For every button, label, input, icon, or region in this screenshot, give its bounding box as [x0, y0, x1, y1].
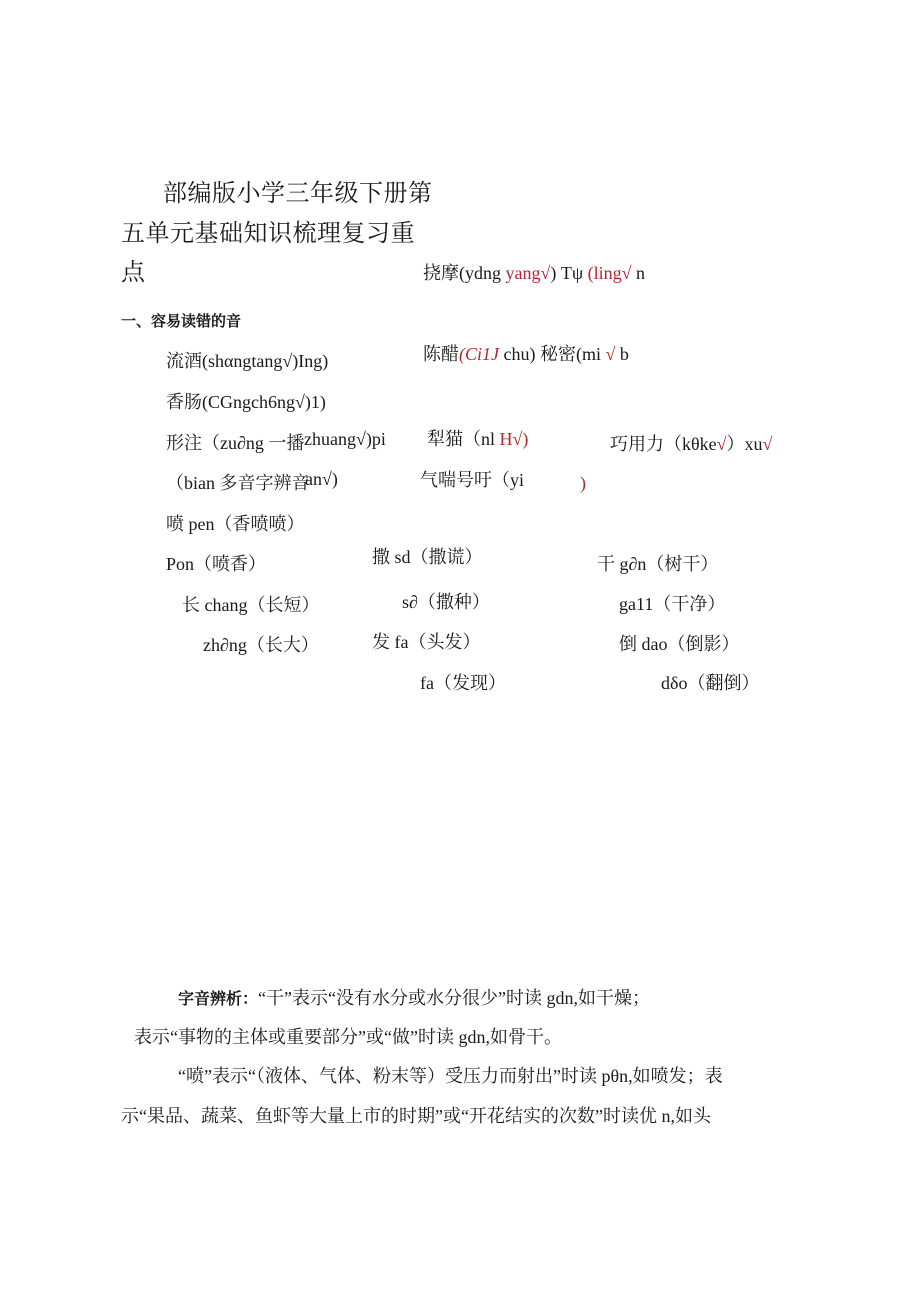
item-qiao-a: 巧用力（kθke: [610, 434, 717, 454]
polyphone-fa-1: 发 fa（头发）: [372, 632, 481, 652]
polyphone-chang-2: zh∂ng（长大）: [203, 635, 319, 655]
item-xiang: 香肠(CGngch6ng√)1): [166, 392, 326, 412]
item-rao-d: (ling√: [587, 263, 632, 283]
item-qiao-d: √: [762, 434, 773, 454]
item-li: [427, 430, 528, 448]
polyphone-dao-1: 倒 dao（倒影）: [619, 634, 740, 654]
title-line-2: 五单元基础知识梳理复习重: [121, 219, 415, 247]
polyphone-pen-2: Pon（喷香）: [166, 554, 267, 574]
item-qi: 气喘号吁（yi: [420, 470, 525, 490]
item-qi-close: ): [580, 473, 586, 493]
item-chen-e: b: [615, 344, 629, 364]
item-xing: 形注（zu∂ng 一播: [166, 433, 305, 453]
analysis-line-1-text: “干”表示“没有水分或水分很少”时读 gdn,如干燥；: [258, 988, 650, 1008]
polyphone-pen-1: 喷 pen（香喷喷）: [166, 514, 305, 534]
polyphone-chang-1: 长 chang（长短）: [182, 595, 320, 615]
analysis-line-3: “喷”表示“（液体、气体、粉末等）受压力而射出”时读 pθn,如喷发；表: [178, 1066, 723, 1086]
item-an: an√): [305, 469, 338, 489]
item-chen-a: 陈醋: [423, 344, 459, 364]
item-rao: [423, 264, 645, 282]
polyphone-fa-2: fa（发现）: [420, 673, 506, 693]
item-rao-b: yang√: [505, 263, 551, 283]
polyphone-gan-2: ga11（干净）: [619, 594, 726, 614]
item-qiao: [610, 435, 772, 453]
analysis-line-2: 表示“事物的主体或重要部分”或“做”时读 gdn,如骨干。: [134, 1027, 562, 1047]
item-chen-c: chu) 秘密(mi: [499, 344, 606, 364]
analysis-line-4: 示“果品、蔬菜、鱼虾等大量上市的时期”或“开花结实的次数”时读优 n,如头: [121, 1106, 711, 1126]
analysis-line-1: [178, 989, 650, 1007]
item-rao-a: 挠摩(ydng: [423, 263, 506, 283]
item-rao-c: ) Tψ: [550, 263, 588, 283]
polyphone-gan-1: 干 g∂n（树干）: [597, 554, 719, 574]
title-line-1: 部编版小学三年级下册第: [163, 179, 433, 207]
title-line-3: 点: [121, 258, 146, 286]
item-li-b: H√): [499, 429, 529, 449]
polyphone-dao-2: dδo（翻倒）: [661, 673, 760, 693]
item-zhuang: zhuang√)pi: [304, 429, 386, 449]
item-chen-d: √: [605, 344, 616, 364]
item-qiao-b: √: [716, 434, 727, 454]
item-li-a: 犁猫（nl: [427, 429, 500, 449]
item-bian: （bian 多音字辨音: [166, 473, 310, 493]
item-liu: 流酒(shαngtang√)Ing): [166, 351, 329, 371]
item-qiao-c: ）xu: [726, 434, 763, 454]
polyphone-sa-2: s∂（撒种）: [402, 592, 490, 612]
item-rao-e: n: [631, 263, 646, 283]
item-chen-b: (Ci1J: [459, 344, 499, 364]
item-chen: [423, 345, 629, 363]
analysis-label: 字音辨析：: [178, 989, 259, 1008]
section-heading: 一、容易读错的音: [121, 312, 242, 330]
polyphone-sa-1: 撒 sd（撒谎）: [372, 547, 483, 567]
